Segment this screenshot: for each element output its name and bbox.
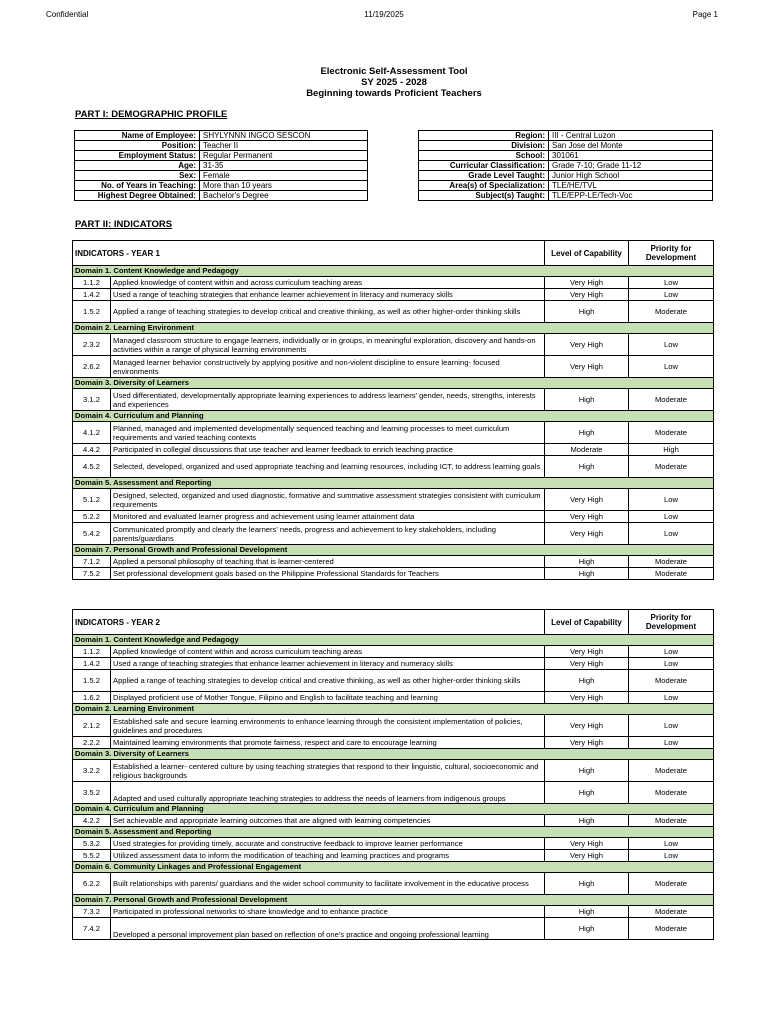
capability-level: Very High xyxy=(545,523,629,545)
domain-title: Domain 2. Learning Environment xyxy=(73,323,714,334)
demographic-label: Area(s) of Specialization: xyxy=(419,181,549,191)
priority-level: Low xyxy=(629,523,714,545)
domain-row xyxy=(73,804,714,815)
priority-level: Low xyxy=(629,277,714,289)
domain-row xyxy=(73,411,714,422)
indicator-description: Monitored and evaluated learner progress and achievement using learner attainment data xyxy=(111,511,545,523)
priority-level: Low xyxy=(629,356,714,378)
demographic-value: Grade 7-10; Grade 11-12 xyxy=(549,161,713,171)
indicator-code: 4.4.2 xyxy=(73,444,111,456)
demographic-row xyxy=(75,191,368,201)
indicator-row xyxy=(73,568,714,580)
priority-level: Moderate xyxy=(629,815,714,827)
indicator-description: Managed learner behavior constructively by applying positive and non-violent discipline to ensure learning- focused environments xyxy=(111,356,545,378)
demographic-value: III - Central Luzon xyxy=(549,131,713,141)
indicators-table-year2 xyxy=(72,609,714,940)
demographic-row xyxy=(75,161,368,171)
indicator-code: 1.4.2 xyxy=(73,289,111,301)
demographic-value: Junior High School xyxy=(549,171,713,181)
domain-row xyxy=(73,895,714,906)
indicator-row xyxy=(73,692,714,704)
domain-row xyxy=(73,749,714,760)
capability-level: Very High xyxy=(545,289,629,301)
capability-level: Very High xyxy=(545,715,629,737)
table-header-row xyxy=(73,241,714,266)
priority-level: Low xyxy=(629,646,714,658)
domain-title: Domain 5. Assessment and Reporting xyxy=(73,478,714,489)
capability-level: Very High xyxy=(545,850,629,862)
demographic-label: Division: xyxy=(419,141,549,151)
indicator-row xyxy=(73,918,714,940)
demographic-row xyxy=(75,181,368,191)
indicator-description: Applied a range of teaching strategies to develop critical and creative thinking, as well as other higher-order thinking skills xyxy=(111,670,545,692)
demographic-value: SHYLYNNN INGCO SESCON xyxy=(200,131,368,141)
domain-title: Domain 4. Curriculum and Planning xyxy=(73,804,714,815)
indicator-code: 6.2.2 xyxy=(73,873,111,895)
demographic-table-left xyxy=(74,130,368,201)
indicator-code: 3.5.2 xyxy=(73,782,111,804)
indicator-row xyxy=(73,760,714,782)
demographic-label: Highest Degree Obtained: xyxy=(75,191,200,201)
demographic-row xyxy=(419,191,713,201)
capability-level: High xyxy=(545,568,629,580)
capability-level: High xyxy=(545,906,629,918)
demographic-value: 31-35 xyxy=(200,161,368,171)
indicator-row xyxy=(73,715,714,737)
capability-level: Very High xyxy=(545,489,629,511)
indicator-description: Established safe and secure learning environments to enhance learning through the consistent implementation of policies, guidelines and procedures xyxy=(111,715,545,737)
domain-row xyxy=(73,378,714,389)
priority-level: Moderate xyxy=(629,389,714,411)
indicator-description: Selected, developed, organized and used appropriate teaching and learning resources, including ICT, to address learning goals xyxy=(111,456,545,478)
priority-level: Low xyxy=(629,289,714,301)
capability-level: Very High xyxy=(545,646,629,658)
indicator-code: 5.3.2 xyxy=(73,838,111,850)
capability-level: High xyxy=(545,389,629,411)
demographic-row xyxy=(75,171,368,181)
demographic-row xyxy=(419,151,713,161)
title-line-2: SY 2025 - 2028 xyxy=(361,77,427,88)
priority-level: Low xyxy=(629,715,714,737)
capability-level: Very High xyxy=(545,838,629,850)
domain-title: Domain 7. Personal Growth and Professional Development xyxy=(73,545,714,556)
demographic-row xyxy=(419,161,713,171)
indicator-row xyxy=(73,737,714,749)
priority-level: Low xyxy=(629,489,714,511)
indicator-description: Designed, selected, organized and used diagnostic, formative and summative assessment strategies consistent with curriculum requirements xyxy=(111,489,545,511)
capability-level: High xyxy=(545,456,629,478)
indicator-row xyxy=(73,850,714,862)
demographic-row xyxy=(75,131,368,141)
indicator-description: Established a learner- centered culture by using teaching strategies that respond to their linguistic, cultural, socioeconomic and religious backgrounds xyxy=(111,760,545,782)
capability-level: Very High xyxy=(545,692,629,704)
capability-level: High xyxy=(545,782,629,804)
indicator-code: 1.5.2 xyxy=(73,301,111,323)
indicator-description: Used differentiated, developmentally appropriate learning experiences to address learners' gender, needs, strengths, interests and experiences xyxy=(111,389,545,411)
indicator-description: Applied knowledge of content within and across curriculum teaching areas xyxy=(111,277,545,289)
domain-row xyxy=(73,323,714,334)
indicator-row xyxy=(73,511,714,523)
demographic-row xyxy=(419,181,713,191)
capability-level: High xyxy=(545,918,629,940)
demographic-value: San Jose del Monte xyxy=(549,141,713,151)
priority-level: Moderate xyxy=(629,568,714,580)
indicator-description: Used a range of teaching strategies that enhance learner achievement in literacy and numeracy skills xyxy=(111,289,545,301)
indicator-description: Participated in professional networks to share knowledge and to enhance practice xyxy=(111,906,545,918)
indicator-code: 2.3.2 xyxy=(73,334,111,356)
demographic-label: Subject(s) Taught: xyxy=(419,191,549,201)
indicator-code: 7.5.2 xyxy=(73,568,111,580)
indicator-description: Managed classroom structure to engage learners, individually or in groups, in meaningful exploration, discovery and hands-on activities within a range of physical learning environments xyxy=(111,334,545,356)
indicator-row xyxy=(73,334,714,356)
domain-row xyxy=(73,704,714,715)
indicator-row xyxy=(73,646,714,658)
domain-row xyxy=(73,478,714,489)
demographic-label: Grade Level Taught: xyxy=(419,171,549,181)
indicator-description: Participated in collegial discussions that use teacher and learner feedback to enrich teaching practice xyxy=(111,444,545,456)
priority-level: Moderate xyxy=(629,918,714,940)
indicator-description: Used a range of teaching strategies that enhance learner achievement in literacy and numeracy skills xyxy=(111,658,545,670)
indicator-code: 4.5.2 xyxy=(73,456,111,478)
indicator-code: 7.1.2 xyxy=(73,556,111,568)
domain-title: Domain 1. Content Knowledge and Pedagogy xyxy=(73,635,714,646)
demographic-label: School: xyxy=(419,151,549,161)
capability-level: Very High xyxy=(545,277,629,289)
capability-level: Very High xyxy=(545,356,629,378)
indicator-code: 2.2.2 xyxy=(73,737,111,749)
demographic-label: Curricular Classification: xyxy=(419,161,549,171)
indicator-description: Set professional development goals based on the Philippine Professional Standards for Teachers xyxy=(111,568,545,580)
capability-level: High xyxy=(545,760,629,782)
indicator-description: Applied a personal philosophy of teaching that is learner-centered xyxy=(111,556,545,568)
priority-level: Low xyxy=(629,334,714,356)
demographic-row xyxy=(419,131,713,141)
indicator-row xyxy=(73,444,714,456)
indicator-code: 5.2.2 xyxy=(73,511,111,523)
indicator-row xyxy=(73,782,714,804)
header-confidential: Confidential xyxy=(46,10,89,19)
demographic-label: Region: xyxy=(419,131,549,141)
capability-level: Very High xyxy=(545,737,629,749)
capability-column-header: Level of Capability xyxy=(545,241,629,266)
priority-level: Moderate xyxy=(629,873,714,895)
indicator-description: Utilized assessment data to inform the modification of teaching and learning practices and programs xyxy=(111,850,545,862)
indicator-row xyxy=(73,456,714,478)
demographic-row xyxy=(419,171,713,181)
demographic-label: Sex: xyxy=(75,171,200,181)
priority-level: Moderate xyxy=(629,422,714,444)
domain-title: Domain 2. Learning Environment xyxy=(73,704,714,715)
indicator-row xyxy=(73,489,714,511)
capability-level: Very High xyxy=(545,334,629,356)
table-header-row xyxy=(73,610,714,635)
priority-level: Moderate xyxy=(629,906,714,918)
indicator-description: Set achievable and appropriate learning outcomes that are aligned with learning competencies xyxy=(111,815,545,827)
part1-heading: PART I: DEMOGRAPHIC PROFILE xyxy=(75,109,228,120)
priority-column-header: Priority for Development xyxy=(629,241,714,266)
indicator-code: 3.1.2 xyxy=(73,389,111,411)
demographic-table-right xyxy=(418,130,713,201)
indicator-code: 3.2.2 xyxy=(73,760,111,782)
demographic-value: 301061 xyxy=(549,151,713,161)
indicator-code: 1.1.2 xyxy=(73,277,111,289)
capability-level: High xyxy=(545,556,629,568)
indicator-code: 1.1.2 xyxy=(73,646,111,658)
capability-level: Very High xyxy=(545,511,629,523)
demographic-row xyxy=(75,151,368,161)
priority-level: Moderate xyxy=(629,456,714,478)
indicators-heading: INDICATORS - YEAR 1 xyxy=(73,241,545,266)
domain-title: Domain 3. Diversity of Learners xyxy=(73,749,714,760)
indicator-row xyxy=(73,906,714,918)
indicator-row xyxy=(73,838,714,850)
indicator-code: 5.4.2 xyxy=(73,523,111,545)
priority-level: Moderate xyxy=(629,301,714,323)
demographic-row xyxy=(75,141,368,151)
indicator-description: Maintained learning environments that promote fairness, respect and care to encourage learning xyxy=(111,737,545,749)
priority-level: Low xyxy=(629,511,714,523)
domain-title: Domain 7. Personal Growth and Professional Development xyxy=(73,895,714,906)
capability-level: Moderate xyxy=(545,444,629,456)
domain-row xyxy=(73,635,714,646)
demographic-label: Employment Status: xyxy=(75,151,200,161)
priority-level: Moderate xyxy=(629,782,714,804)
demographic-row xyxy=(419,141,713,151)
domain-title: Domain 6. Community Linkages and Professional Engagement xyxy=(73,862,714,873)
capability-level: High xyxy=(545,670,629,692)
indicator-row xyxy=(73,301,714,323)
domain-title: Domain 5. Assessment and Reporting xyxy=(73,827,714,838)
priority-level: Low xyxy=(629,850,714,862)
indicator-row xyxy=(73,873,714,895)
priority-level: Moderate xyxy=(629,670,714,692)
demographic-value: Bachelor's Degree xyxy=(200,191,368,201)
document-title xyxy=(0,66,768,99)
indicator-row xyxy=(73,422,714,444)
indicator-code: 5.5.2 xyxy=(73,850,111,862)
capability-level: High xyxy=(545,422,629,444)
indicator-row xyxy=(73,389,714,411)
indicator-description: Used strategies for providing timely, accurate and constructive feedback to improve learner performance xyxy=(111,838,545,850)
indicator-code: 7.4.2 xyxy=(73,918,111,940)
priority-level: Low xyxy=(629,737,714,749)
indicator-code: 2.1.2 xyxy=(73,715,111,737)
domain-row xyxy=(73,266,714,277)
capability-level: High xyxy=(545,815,629,827)
indicator-row xyxy=(73,277,714,289)
indicator-code: 4.1.2 xyxy=(73,422,111,444)
capability-level: High xyxy=(545,873,629,895)
indicator-code: 7.3.2 xyxy=(73,906,111,918)
indicator-code: 4.2.2 xyxy=(73,815,111,827)
indicator-row xyxy=(73,815,714,827)
demographic-label: Name of Employee: xyxy=(75,131,200,141)
indicator-code: 5.1.2 xyxy=(73,489,111,511)
header-page-number: Page 1 xyxy=(692,10,718,19)
priority-level: Moderate xyxy=(629,556,714,568)
indicator-row xyxy=(73,658,714,670)
demographic-value: Teacher II xyxy=(200,141,368,151)
demographic-label: Age: xyxy=(75,161,200,171)
indicator-code: 1.6.2 xyxy=(73,692,111,704)
capability-column-header: Level of Capability xyxy=(545,610,629,635)
header-date: 11/19/2025 xyxy=(364,10,404,19)
indicator-description: Planned, managed and implemented developmentally sequenced teaching and learning processes to meet curriculum requirements and varied teaching contexts xyxy=(111,422,545,444)
demographic-value: TLE/EPP-LE/Tech-Voc xyxy=(549,191,713,201)
indicator-row xyxy=(73,556,714,568)
demographic-value: TLE/HE/TVL xyxy=(549,181,713,191)
indicator-description: Adapted and used culturally appropriate teaching strategies to address the needs of learners from indigenous groups xyxy=(111,782,545,804)
title-line-1: Electronic Self-Assessment Tool xyxy=(320,66,468,77)
priority-level: Low xyxy=(629,658,714,670)
demographic-value: Female xyxy=(200,171,368,181)
indicator-code: 1.4.2 xyxy=(73,658,111,670)
indicator-description: Built relationships with parents/ guardians and the wider school community to facilitate involvement in the educative process xyxy=(111,873,545,895)
indicator-row xyxy=(73,670,714,692)
domain-row xyxy=(73,545,714,556)
domain-title: Domain 4. Curriculum and Planning xyxy=(73,411,714,422)
capability-level: High xyxy=(545,301,629,323)
capability-level: Very High xyxy=(545,658,629,670)
priority-level: High xyxy=(629,444,714,456)
indicator-row xyxy=(73,356,714,378)
indicators-table-year1 xyxy=(72,240,714,580)
priority-column-header: Priority for Development xyxy=(629,610,714,635)
indicator-row xyxy=(73,289,714,301)
domain-title: Domain 1. Content Knowledge and Pedagogy xyxy=(73,266,714,277)
title-line-3: Beginning towards Proficient Teachers xyxy=(306,88,482,99)
part2-heading: PART II: INDICATORS xyxy=(75,219,173,230)
indicator-description: Communicated promptly and clearly the learners' needs, progress and achievement to key stakeholders, including parents/guardians xyxy=(111,523,545,545)
priority-level: Moderate xyxy=(629,760,714,782)
domain-title: Domain 3. Diversity of Learners xyxy=(73,378,714,389)
indicator-description: Applied a range of teaching strategies to develop critical and creative thinking, as well as other higher-order thinking skills xyxy=(111,301,545,323)
indicator-description: Developed a personal improvement plan based on reflection of one's practice and ongoing professional learning xyxy=(111,918,545,940)
indicator-code: 1.5.2 xyxy=(73,670,111,692)
indicator-row xyxy=(73,523,714,545)
indicator-description: Displayed proficient use of Mother Tongue, Filipino and English to facilitate teaching and learning xyxy=(111,692,545,704)
demographic-label: Position: xyxy=(75,141,200,151)
indicator-code: 2.6.2 xyxy=(73,356,111,378)
domain-row xyxy=(73,827,714,838)
demographic-value: More than 10 years xyxy=(200,181,368,191)
demographic-value: Regular Permanent xyxy=(200,151,368,161)
indicators-heading: INDICATORS - YEAR 2 xyxy=(73,610,545,635)
priority-level: Low xyxy=(629,692,714,704)
demographic-label: No. of Years in Teaching: xyxy=(75,181,200,191)
domain-row xyxy=(73,862,714,873)
priority-level: Low xyxy=(629,838,714,850)
indicator-description: Applied knowledge of content within and across curriculum teaching areas xyxy=(111,646,545,658)
